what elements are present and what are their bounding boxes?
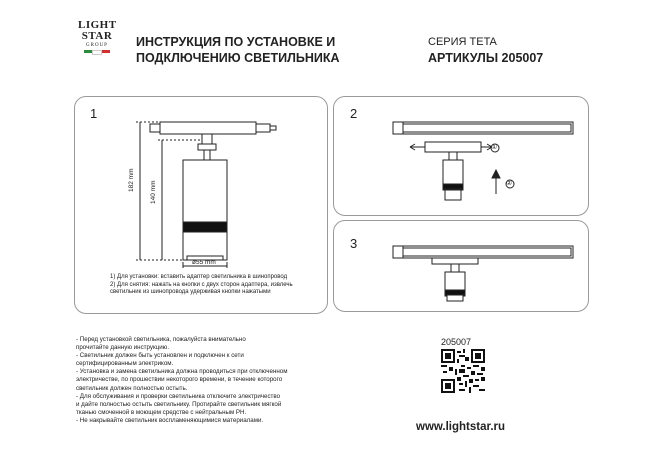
panel-number-1: 1	[90, 106, 98, 121]
note-line: - Установка и замена светильника должна проводиться при отключенном	[76, 368, 288, 376]
installed-luminaire-drawing	[393, 246, 573, 301]
note-line: - Перед установкой светильника, пожалуйста внимательно	[76, 336, 246, 343]
dimension-total-height: 182 mm	[128, 168, 135, 192]
luminaire-dimension-drawing	[136, 122, 276, 268]
safety-notes	[76, 336, 366, 425]
dimension-body-height: 140 mm	[150, 180, 157, 204]
panel-number-3: 3	[350, 236, 358, 251]
step-marker-1: ①	[491, 144, 498, 151]
note-line: и дайте полностью остыть светильнику. Протирайте светильник мягкой	[76, 400, 282, 408]
installation-steps	[110, 274, 324, 297]
website-link[interactable]: www.lightstar.ru	[416, 421, 506, 433]
note-line: электричестве, по прошествии некоторого времени, в течение которого	[76, 376, 283, 384]
logo-line2: STAR	[81, 30, 113, 42]
article-label: АРТИКУЛЫ 205007	[428, 51, 544, 65]
note-line: - Не накрывайте светильник воспламеняющимися материалами.	[76, 416, 264, 424]
note-line: прочитайте данную инструкцию.	[76, 344, 170, 352]
logo-line1: LIGHT	[78, 19, 117, 31]
logo-line3: GROUP	[86, 43, 108, 48]
note-line: - Для обслуживания и проверки светильника отключите электричество	[76, 392, 281, 400]
step-marker-2: ②	[506, 180, 513, 187]
series-label: СЕРИЯ TETA	[428, 36, 497, 48]
note-line: - Светильник должен быть установлен и подключен к сети	[76, 352, 244, 360]
title-line2: ПОДКЛЮЧЕНИЮ СВЕТИЛЬНИКА	[136, 51, 340, 65]
track-insertion-drawing	[393, 122, 573, 200]
panel-number-2: 2	[350, 106, 358, 121]
step-line: светильник из шинопровода удерживая кнопки нажатыми	[110, 289, 271, 295]
qr-code-icon	[441, 349, 485, 393]
article-code: 205007	[441, 337, 472, 347]
note-line: сертифицированным электриком.	[76, 360, 174, 368]
title-line1: ИНСТРУКЦИЯ ПО УСТАНОВКЕ И	[136, 35, 336, 49]
note-line: светильник должен полностью остыть.	[76, 384, 188, 392]
dimension-diameter: ø55 mm	[192, 259, 216, 266]
step-line: 2) Для снятия: нажать на кнопки с двух сторон адаптера, извлечь	[110, 281, 293, 288]
step-line: 1) Для установки: вставить адаптер светильника в шинопровод	[110, 274, 288, 280]
note-line: тканью смоченной в моющем средстве с нейтральным PH.	[76, 408, 247, 416]
